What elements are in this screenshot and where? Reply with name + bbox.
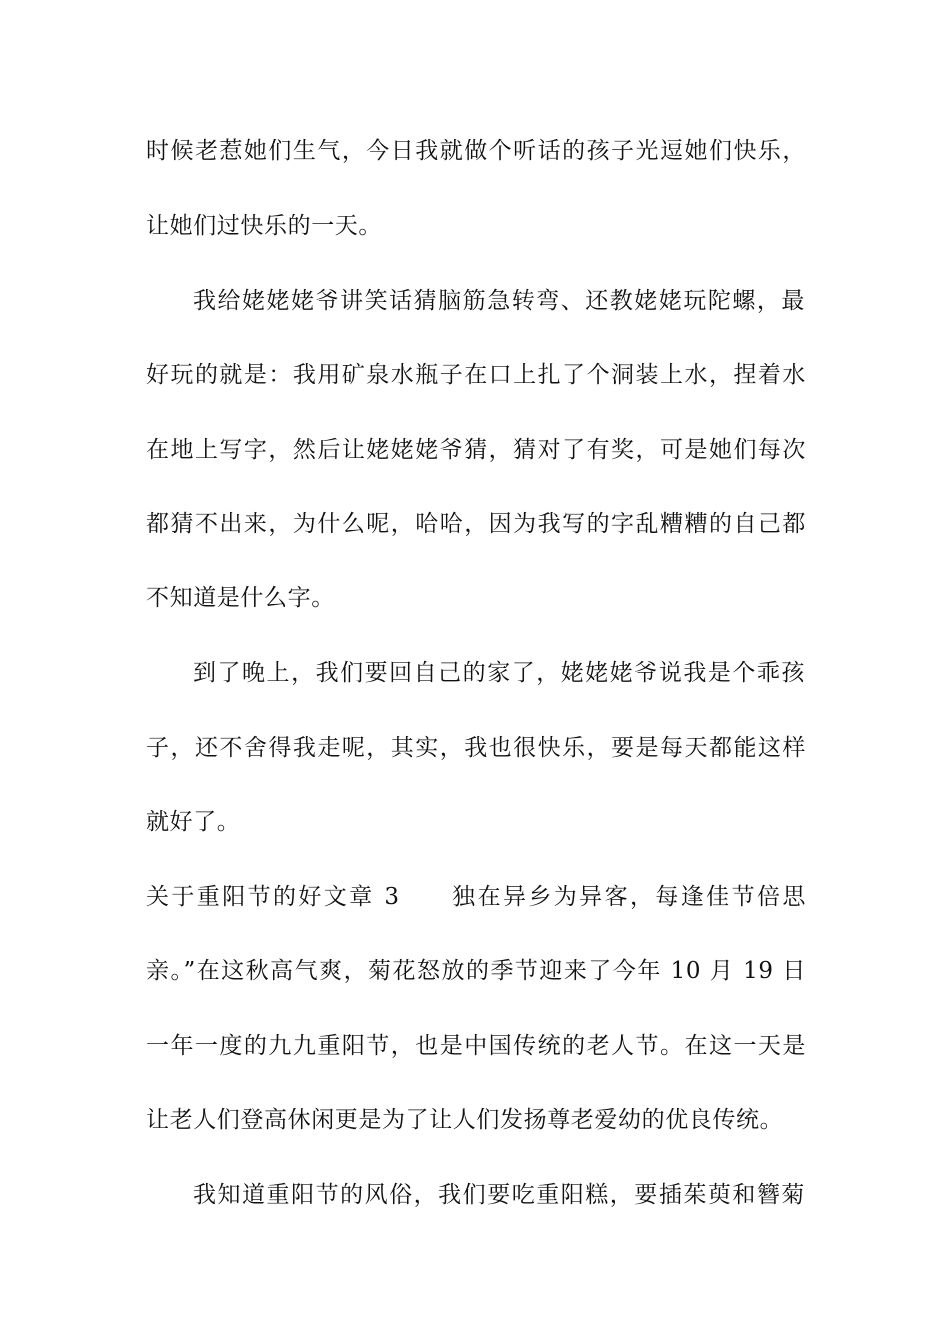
section-heading-line: 关于重阳节的好文章 3 独在异乡为异客，每逢佳节倍思 <box>146 884 806 910</box>
text-line: 时候老惹她们生气，今日我就做个听话的孩子光逗她们快乐， <box>146 138 806 164</box>
text-line: 子，还不舍得我走呢，其实，我也很快乐，要是每天都能这样 <box>146 735 806 761</box>
text-line: 不知道是什么字。 <box>146 585 335 611</box>
text-line: 在地上写字，然后让姥姥姥爷猜，猜对了有奖，可是她们每次 <box>146 437 806 463</box>
text-line: 让老人们登高休闲更是为了让人们发扬尊老爱幼的优良传统。 <box>146 1107 784 1133</box>
text-line: 让她们过快乐的一天。 <box>146 213 382 239</box>
text-line: 我给姥姥姥爷讲笑话猜脑筋急转弯、还教姥姥玩陀螺，最 <box>193 288 805 314</box>
text-line: 都猜不出来，为什么呢，哈哈，因为我写的字乱糟糟的自己都 <box>146 511 806 537</box>
text-line: 亲。”在这秋高气爽，菊花怒放的季节迎来了今年 10 月 19 日 <box>146 958 806 984</box>
text-line: 我知道重阳节的风俗，我们要吃重阳糕，要插茱萸和簪菊 <box>193 1182 805 1208</box>
text-line: 好玩的就是：我用矿泉水瓶子在口上扎了个洞装上水，捏着水 <box>146 362 806 388</box>
text-line: 一年一度的九九重阳节，也是中国传统的老人节。在这一天是 <box>146 1033 806 1059</box>
text-line: 到了晚上，我们要回自己的家了，姥姥姥爷说我是个乖孩 <box>193 660 805 686</box>
text-line: 就好了。 <box>146 809 241 835</box>
